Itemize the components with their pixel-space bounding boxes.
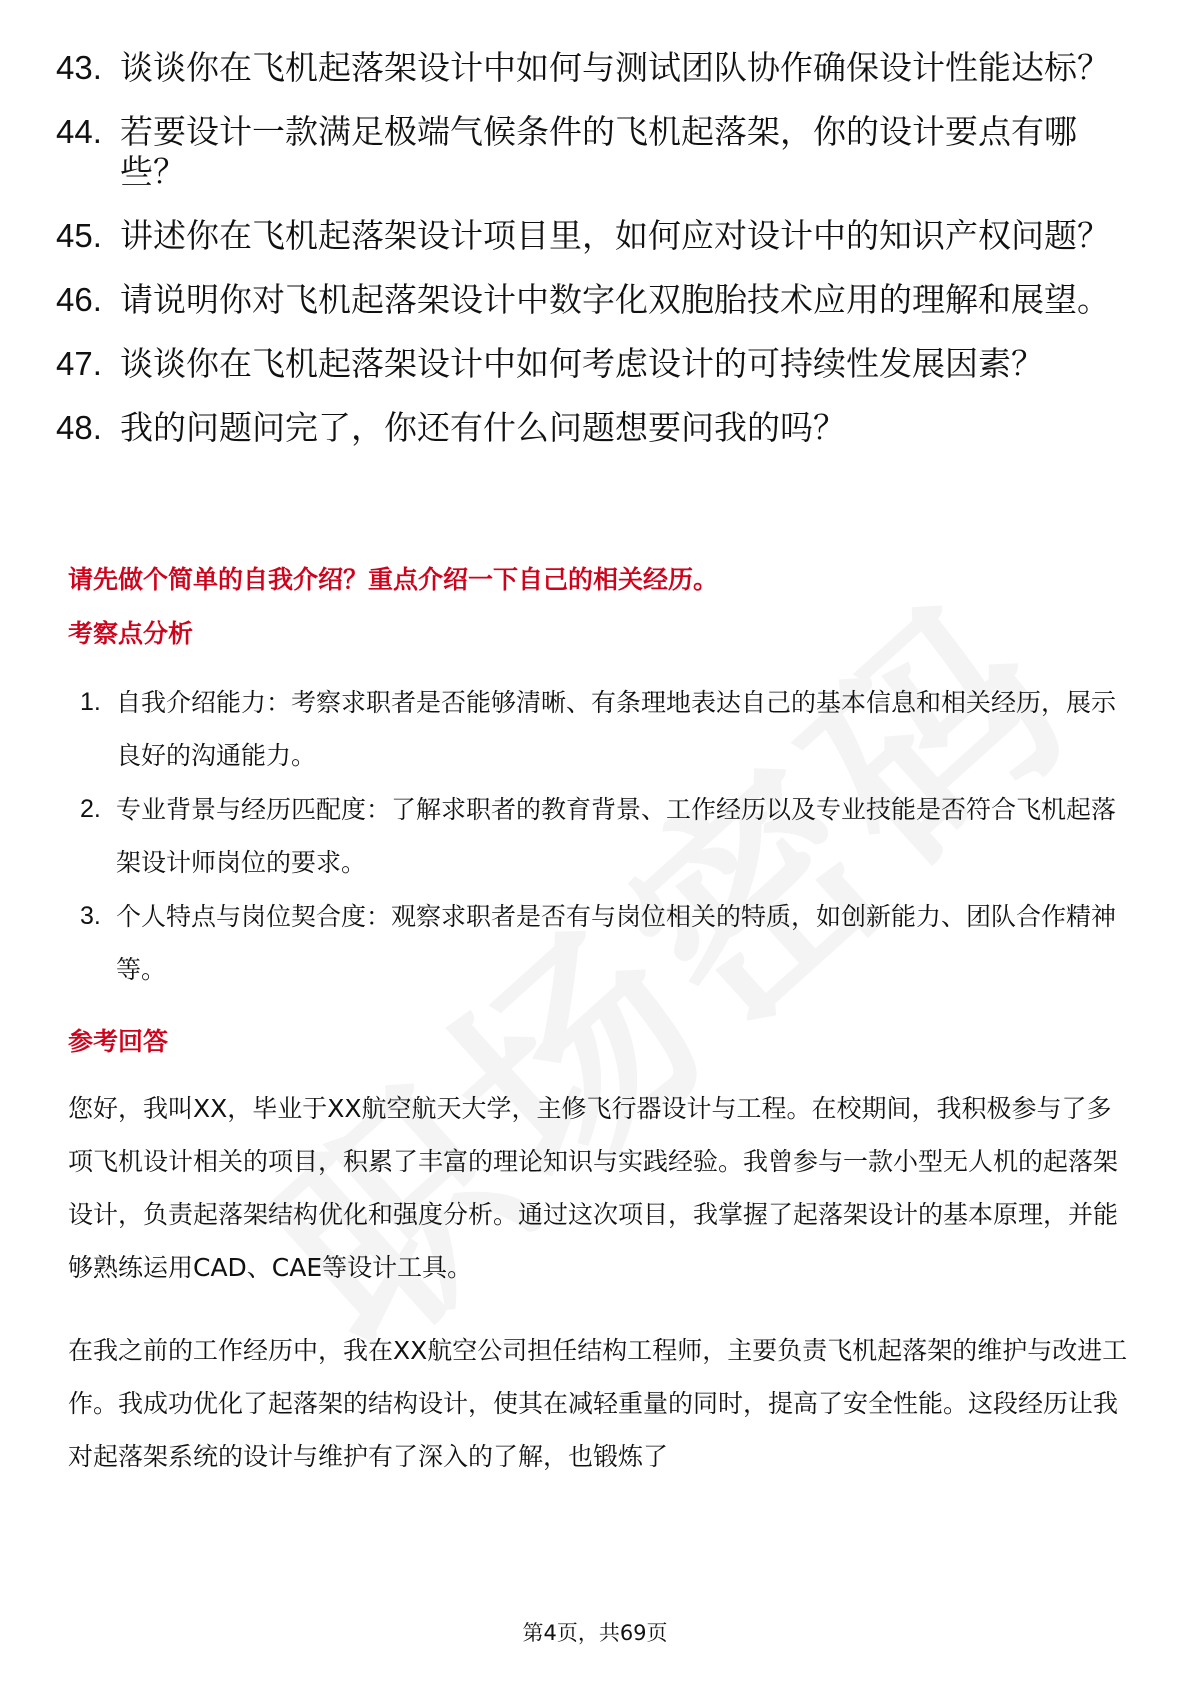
question-item xyxy=(56,48,1136,88)
question-item xyxy=(56,408,1136,448)
question-number: 44. xyxy=(56,113,102,150)
question-item xyxy=(56,216,1136,256)
question-number: 46. xyxy=(56,281,102,318)
answer-heading: 参考回答 xyxy=(68,1027,169,1056)
question-item xyxy=(56,344,1136,384)
answer-paragraph: 您好，我叫XX，毕业于XX航空航天大学，主修飞行器设计与工程。在校期间，我积极参与了多项飞机设计相关的项目，积累了丰富的理论知识与实践经验。我曾参与一款小型无人机的起落架设计，负责起落架结构优化和强度分析。通过这次项目，我掌握了起落架设计的基本原理，并能够熟练运用CAD、CAE等设计工具。 xyxy=(68,1094,1119,1282)
page-footer: 第4页，共69页 xyxy=(522,1621,668,1645)
question-text: 若要设计一款满足极端气候条件的飞机起落架，你的设计要点有哪些？ xyxy=(120,112,1077,191)
question-text: 讲述你在飞机起落架设计项目里，如何应对设计中的知识产权问题？ xyxy=(120,216,1110,255)
analysis-heading: 考察点分析 xyxy=(68,619,194,648)
question-number: 48. xyxy=(56,409,102,446)
question-number: 45. xyxy=(56,217,102,254)
analysis-text: 专业背景与经历匹配度：了解求职者的教育背景、工作经历以及专业技能是否符合飞机起落架设计师岗位的要求。 xyxy=(116,795,1117,877)
analysis-item xyxy=(80,890,1140,996)
question-item xyxy=(56,112,1136,192)
analysis-list xyxy=(80,676,1140,997)
analysis-item xyxy=(80,783,1140,889)
section-question-title: 请先做个简单的自我介绍？重点介绍一下自己的相关经历。 xyxy=(68,565,719,594)
analysis-number: 3. xyxy=(80,902,101,930)
question-text: 请说明你对飞机起落架设计中数字化双胞胎技术应用的理解和展望。 xyxy=(120,280,1110,319)
analysis-number: 1. xyxy=(80,688,101,716)
analysis-item xyxy=(80,676,1140,782)
question-list xyxy=(56,48,1136,472)
analysis-text: 自我介绍能力：考察求职者是否能够清晰、有条理地表达自己的基本信息和相关经历，展示良好的沟通能力。 xyxy=(116,688,1117,770)
question-item xyxy=(56,280,1136,320)
question-number: 47. xyxy=(56,345,102,382)
answer-paragraph: 在我之前的工作经历中，我在XX航空公司担任结构工程师，主要负责飞机起落架的维护与改进工作。我成功优化了起落架的结构设计，使其在减轻重量的同时，提高了安全性能。这段经历让我对起落架系统的设计与维护有了深入的了解，也锻炼了 xyxy=(68,1336,1128,1471)
question-number: 43. xyxy=(56,49,102,86)
question-text: 我的问题问完了，你还有什么问题想要问我的吗？ xyxy=(120,408,846,447)
question-text: 谈谈你在飞机起落架设计中如何考虑设计的可持续性发展因素？ xyxy=(120,344,1044,383)
analysis-number: 2. xyxy=(80,795,101,823)
question-text: 谈谈你在飞机起落架设计中如何与测试团队协作确保设计性能达标？ xyxy=(120,48,1110,87)
analysis-text: 个人特点与岗位契合度：观察求职者是否有与岗位相关的特质，如创新能力、团队合作精神等。 xyxy=(116,902,1117,984)
